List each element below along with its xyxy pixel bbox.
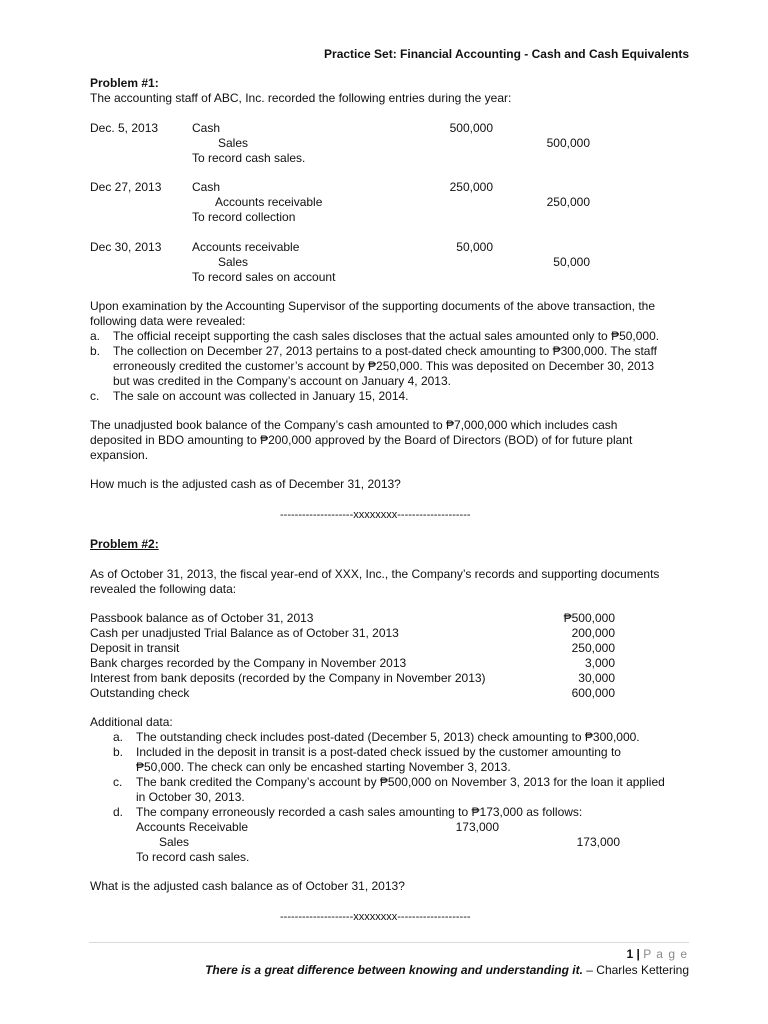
page-header-title: Practice Set: Financial Accounting - Cash and Cash Equivalents	[324, 47, 689, 61]
page-number	[626, 947, 688, 961]
section-separator: --------------------xxxxxxxx--------------------	[280, 509, 471, 521]
entry-date: Dec. 5, 2013	[90, 121, 159, 135]
entry-debit-account: Accounts Receivable	[136, 820, 249, 834]
entry-credit-account: Sales	[159, 835, 190, 849]
list-marker: b.	[113, 745, 124, 759]
problem2-intro: As of October 31, 2013, the fiscal year-end of XXX, Inc., the Company’s records and supporting documents	[90, 567, 660, 581]
list-item-text: erroneously credited the customer’s account by ₱250,000. This was deposited on December 30, 2013	[113, 359, 654, 373]
examination-text: following data were revealed:	[90, 314, 246, 328]
entry-debit-amount: 500,000	[449, 121, 493, 135]
entry-date: Dec 27, 2013	[90, 180, 162, 194]
data-row-value: ₱500,000	[563, 611, 615, 625]
entry-explanation: To record sales on account	[192, 270, 336, 284]
entry-date: Dec 30, 2013	[90, 240, 162, 254]
entry-credit-amount: 173,000	[576, 835, 620, 849]
entry-explanation: To record cash sales.	[136, 850, 250, 864]
paragraph-line: deposited in BDO amounting to ₱200,000 approved by the Board of Directors (BOD) of for future plant	[90, 433, 633, 447]
entry-credit-amount: 250,000	[546, 195, 590, 209]
data-row-label: Cash per unadjusted Trial Balance as of October 31, 2013	[90, 626, 399, 640]
entry-debit-amount: 173,000	[455, 820, 499, 834]
entry-explanation: To record collection	[192, 210, 296, 224]
entry-debit-account: Cash	[192, 180, 221, 194]
data-row-label: Interest from bank deposits (recorded by the Company in November 2013)	[90, 671, 486, 685]
data-row-label: Passbook balance as of October 31, 2013	[90, 611, 314, 625]
paragraph-line: The unadjusted book balance of the Company’s cash amounted to ₱7,000,000 which includes cash	[90, 418, 618, 432]
list-item-text: The collection on December 27, 2013 pertains to a post-dated check amounting to ₱300,000. The staff	[113, 344, 657, 358]
quote-author: – Charles Kettering	[582, 963, 689, 977]
problem2-question: What is the adjusted cash balance as of October 31, 2013?	[90, 879, 405, 893]
entry-debit-account: Cash	[192, 121, 221, 135]
entry-credit-account: Sales	[218, 255, 249, 269]
problem1-question: How much is the adjusted cash as of December 31, 2013?	[90, 477, 401, 491]
problem2-heading: Problem #2:	[90, 537, 159, 551]
list-marker: a.	[113, 730, 124, 744]
entry-credit-amount: 50,000	[553, 255, 590, 269]
list-item-text: The official receipt supporting the cash sales discloses that the actual sales amounted only to ₱50,000.	[113, 329, 660, 343]
entry-credit-account: Accounts receivable	[215, 195, 323, 209]
page-number-separator: |	[633, 947, 644, 961]
data-row-value: 600,000	[571, 686, 615, 700]
list-marker: c.	[90, 389, 100, 403]
list-item-text: The sale on account was collected in January 15, 2014.	[113, 389, 409, 403]
data-row-value: 3,000	[584, 656, 615, 670]
list-marker: c.	[113, 775, 123, 789]
entry-debit-account: Accounts receivable	[192, 240, 300, 254]
page-word: P a g e	[643, 947, 688, 961]
list-marker: a.	[90, 329, 101, 343]
data-row-label: Outstanding check	[90, 686, 190, 700]
list-item-text: but was credited in the Company’s account on January 4, 2013.	[113, 374, 451, 388]
data-row-value: 200,000	[571, 626, 615, 640]
data-row-value: 250,000	[571, 641, 615, 655]
entry-debit-amount: 250,000	[449, 180, 493, 194]
data-row-value: 30,000	[578, 671, 615, 685]
examination-text: Upon examination by the Accounting Supervisor of the supporting documents of the above transaction, the	[90, 299, 656, 313]
list-item-text: in October 30, 2013.	[136, 790, 245, 804]
entry-credit-account: Sales	[218, 136, 249, 150]
problem1-heading: Problem #1:	[90, 76, 159, 90]
list-item-text: ₱50,000. The check can only be encashed starting November 3, 2013.	[136, 760, 511, 774]
section-separator: --------------------xxxxxxxx--------------------	[280, 911, 471, 923]
list-item-text: The outstanding check includes post-dated (December 5, 2013) check amounting to ₱300,000.	[136, 730, 640, 744]
quote-text: There is a great difference between knowing and understanding it.	[205, 963, 583, 977]
list-item-text: The company erroneously recorded a cash sales amounting to ₱173,000 as follows:	[136, 805, 583, 819]
problem1-intro: The accounting staff of ABC, Inc. recorded the following entries during the year:	[90, 91, 512, 105]
list-item-text: Included in the deposit in transit is a post-dated check issued by the customer amounting to	[136, 745, 621, 759]
paragraph-line: expansion.	[90, 448, 149, 462]
entry-credit-amount: 500,000	[546, 136, 590, 150]
data-row-label: Bank charges recorded by the Company in November 2013	[90, 656, 407, 670]
footer-divider	[89, 942, 689, 943]
problem2-intro: revealed the following data:	[90, 582, 237, 596]
data-row-label: Deposit in transit	[90, 641, 180, 655]
page-number-value: 1	[626, 947, 634, 961]
list-marker: d.	[113, 805, 124, 819]
list-item-text: The bank credited the Company’s account by ₱500,000 on November 3, 2013 for the loan it applied	[136, 775, 665, 789]
additional-data-heading: Additional data:	[90, 715, 173, 729]
entry-debit-amount: 50,000	[456, 240, 493, 254]
list-marker: b.	[90, 344, 101, 358]
footer-quote	[205, 963, 689, 977]
entry-explanation: To record cash sales.	[192, 151, 306, 165]
